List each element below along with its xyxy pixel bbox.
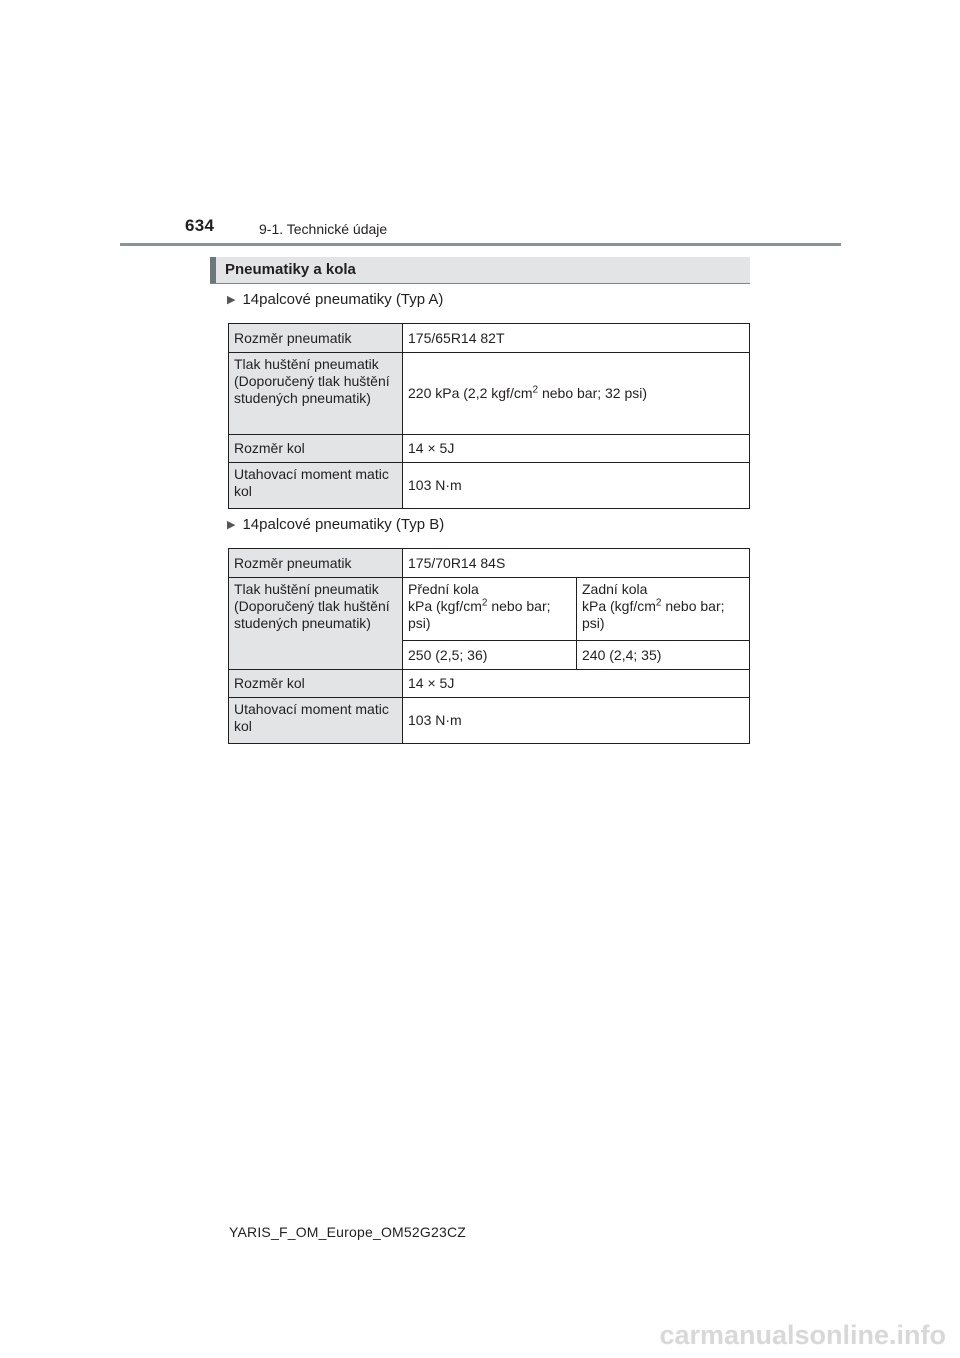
spec-table-type-a [228, 323, 750, 509]
triangle-bullet-icon: ▶ [227, 519, 236, 531]
pressure-value-a-rest: nebo bar; 32 psi) [538, 385, 648, 401]
front-pressure-value: 250 (2,5; 36) [403, 641, 577, 670]
spec-table-type-b [228, 548, 750, 744]
rear-wheels-cell [577, 578, 750, 641]
table-row [229, 353, 750, 435]
rear-wheels-title: Zadní kola [582, 581, 648, 597]
row-value: 175/65R14 82T [403, 324, 750, 353]
table-row [229, 324, 750, 353]
row-label: Tlak huštění pneumatik (Doporučený tlak huštění studených pneumatik) [229, 353, 403, 435]
row-value: 14 × 5J [403, 670, 750, 698]
row-label: Rozměr pneumatik [229, 324, 403, 353]
document-code: YARIS_F_OM_Europe_OM52G23CZ [229, 1224, 467, 1240]
pressure-value-a: 220 kPa (2,2 kgf/cm [408, 385, 533, 401]
row-label: Utahovací moment matic kol [229, 463, 403, 509]
rear-unit-rest: nebo bar; psi) [582, 598, 725, 631]
superscript: 2 [532, 384, 539, 396]
row-value: 175/70R14 84S [403, 549, 750, 578]
row-label: Rozměr pneumatik [229, 549, 403, 578]
row-value: 14 × 5J [403, 435, 750, 463]
subheading-type-b-label: 14palcové pneumatiky (Typ B) [242, 516, 445, 533]
section-heading-bar [210, 257, 216, 283]
front-unit-rest: nebo bar; psi) [408, 598, 551, 631]
row-value: 103 N·m [403, 698, 750, 744]
table-row [229, 578, 750, 641]
row-value: 103 N·m [403, 463, 750, 509]
page-number: 634 [185, 216, 215, 235]
row-value [403, 353, 750, 435]
table-row [229, 549, 750, 578]
row-label: Utahovací moment matic kol [229, 698, 403, 744]
header-divider [120, 243, 841, 246]
section-heading [210, 257, 750, 284]
row-label: Tlak huštění pneumatik (Doporučený tlak huštění studených pneumatik) [229, 578, 403, 670]
subheading-type-a-label: 14palcové pneumatiky (Typ A) [242, 291, 444, 308]
row-label: Rozměr kol [229, 670, 403, 698]
triangle-bullet-icon: ▶ [227, 294, 236, 306]
subheading-type-b [227, 516, 444, 533]
rear-pressure-value: 240 (2,4; 35) [577, 641, 750, 670]
watermark: carmanualsonline.info [659, 1320, 946, 1350]
front-wheels-cell [403, 578, 577, 641]
front-unit: kPa (kgf/cm [408, 598, 482, 614]
superscript: 2 [655, 597, 662, 609]
row-label: Rozměr kol [229, 435, 403, 463]
section-title: Pneumatiky a kola [225, 261, 356, 278]
superscript: 2 [481, 597, 488, 609]
table-row [229, 670, 750, 698]
rear-unit: kPa (kgf/cm [582, 598, 656, 614]
table-row [229, 435, 750, 463]
table-row [229, 463, 750, 509]
front-wheels-title: Přední kola [408, 581, 479, 597]
table-row [229, 698, 750, 744]
chapter-title: 9-1. Technické údaje [259, 221, 388, 237]
subheading-type-a [227, 291, 443, 308]
